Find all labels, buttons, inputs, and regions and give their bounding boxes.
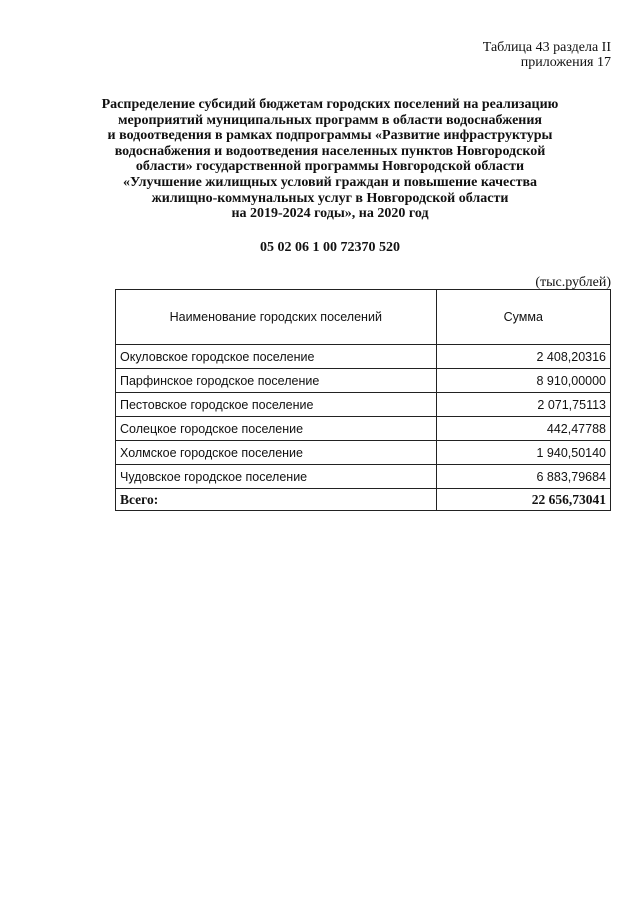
- settlement-sum: 1 940,50140: [436, 441, 610, 465]
- settlement-name: Окуловское городское поселение: [116, 345, 437, 369]
- table-row: [116, 345, 611, 369]
- unit-label: (тыс.рублей): [535, 275, 611, 290]
- document-title: [60, 97, 600, 222]
- title-line: области» государственной программы Новгородской области: [135, 159, 525, 175]
- title-line: жилищно-коммунальных услуг в Новгородской области: [151, 190, 509, 206]
- column-header-sum: Сумма: [436, 290, 610, 345]
- settlement-name: Чудовское городское поселение: [116, 465, 437, 489]
- settlement-sum: 2 408,20316: [436, 345, 610, 369]
- title-line: водоснабжения и водоотведения населенных пунктов Новгородской: [114, 143, 546, 159]
- table-row: [116, 441, 611, 465]
- total-label: Всего:: [116, 489, 437, 511]
- table-row: [116, 393, 611, 417]
- table-reference-line-1: Таблица 43 раздела II: [482, 40, 611, 55]
- table-row: [116, 417, 611, 441]
- title-line: и водоотведения в рамках подпрограммы «Развитие инфраструктуры: [107, 128, 553, 144]
- settlement-sum: 2 071,75113: [436, 393, 610, 417]
- total-sum: 22 656,73041: [436, 489, 610, 511]
- settlement-name: Парфинское городское поселение: [116, 369, 437, 393]
- table-reference-line-2: приложения 17: [520, 55, 611, 70]
- table-row: [116, 465, 611, 489]
- table-header-row: [116, 290, 611, 345]
- settlement-name: Холмское городское поселение: [116, 441, 437, 465]
- settlement-name: Пестовское городское поселение: [116, 393, 437, 417]
- budget-classification-code: 05 02 06 1 00 72370 520: [260, 240, 400, 255]
- title-line: Распределение субсидий бюджетам городских поселений на реализацию: [101, 97, 559, 112]
- table-total-row: [116, 489, 611, 511]
- subsidy-table: [115, 289, 611, 511]
- settlement-sum: 8 910,00000: [436, 369, 610, 393]
- table-reference: [483, 40, 611, 70]
- title-line: «Улучшение жилищных условий граждан и повышение качества: [122, 174, 538, 190]
- settlement-sum: 442,47788: [436, 417, 610, 441]
- settlement-name: Солецкое городское поселение: [116, 417, 437, 441]
- table-row: [116, 369, 611, 393]
- settlement-sum: 6 883,79684: [436, 465, 610, 489]
- title-line: мероприятий муниципальных программ в области водоснабжения: [117, 112, 543, 128]
- column-header-name: Наименование городских поселений: [116, 290, 437, 345]
- title-line: на 2019-2024 годы», на 2020 год: [231, 206, 429, 222]
